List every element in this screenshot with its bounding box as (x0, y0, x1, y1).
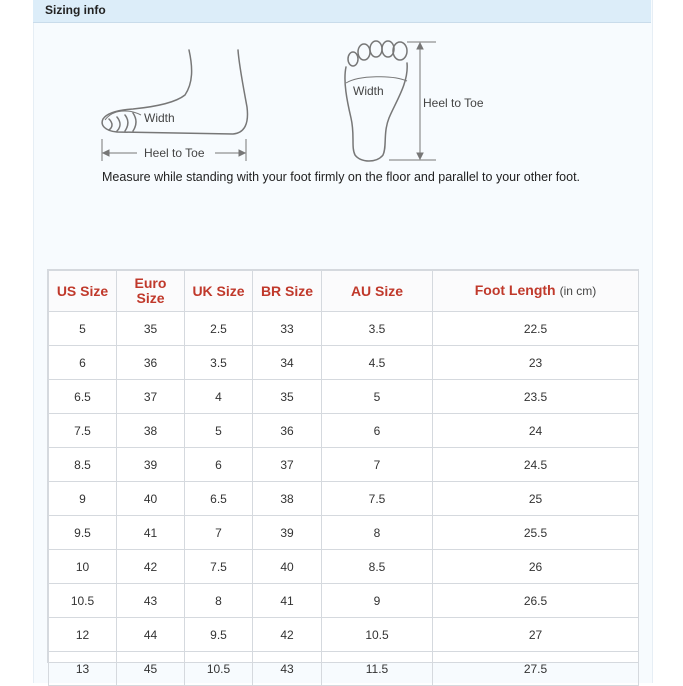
cell-br: 39 (253, 516, 322, 550)
cell-au: 7.5 (322, 482, 433, 516)
cell-euro: 39 (117, 448, 185, 482)
cell-au: 5 (322, 380, 433, 414)
cell-uk: 5 (185, 414, 253, 448)
cell-au: 3.5 (322, 312, 433, 346)
cell-au: 10.5 (322, 618, 433, 652)
table-row (49, 618, 639, 652)
header-euro-line1: Euro (134, 275, 167, 291)
cell-uk: 10.5 (185, 652, 253, 686)
cell-uk: 4 (185, 380, 253, 414)
measure-instruction: Measure while standing with your foot firmly on the floor and parallel to your other foot. (102, 170, 581, 184)
cell-us: 13 (49, 652, 117, 686)
side-length-label: Heel to Toe (144, 146, 205, 160)
cell-euro: 43 (117, 584, 185, 618)
cell-euro: 38 (117, 414, 185, 448)
header-br-size: BR Size (253, 271, 322, 312)
cell-euro: 36 (117, 346, 185, 380)
cell-us: 5 (49, 312, 117, 346)
table-header-row (49, 271, 639, 312)
cell-us: 12 (49, 618, 117, 652)
header-uk-size: UK Size (185, 271, 253, 312)
cell-foot-length: 24.5 (433, 448, 639, 482)
cell-br: 43 (253, 652, 322, 686)
table-row (49, 550, 639, 584)
side-foot-drawing (102, 50, 247, 134)
cell-foot-length: 26 (433, 550, 639, 584)
cell-foot-length: 27 (433, 618, 639, 652)
cell-br: 42 (253, 618, 322, 652)
cell-euro: 35 (117, 312, 185, 346)
table-body (49, 312, 639, 686)
cell-br: 37 (253, 448, 322, 482)
cell-uk: 8 (185, 584, 253, 618)
cell-us: 10 (49, 550, 117, 584)
cell-us: 10.5 (49, 584, 117, 618)
cell-au: 8.5 (322, 550, 433, 584)
cell-au: 7 (322, 448, 433, 482)
table-row (49, 380, 639, 414)
table-row (49, 516, 639, 550)
cell-au: 11.5 (322, 652, 433, 686)
cell-uk: 6 (185, 448, 253, 482)
sole-length-label: Heel to Toe (423, 96, 484, 110)
cell-uk: 2.5 (185, 312, 253, 346)
size-table (48, 270, 639, 686)
cell-foot-length: 26.5 (433, 584, 639, 618)
cell-foot-length: 23.5 (433, 380, 639, 414)
table-row (49, 312, 639, 346)
cell-foot-length: 27.5 (433, 652, 639, 686)
cell-foot-length: 25.5 (433, 516, 639, 550)
foot-measurement-diagram (33, 23, 651, 263)
table-row (49, 448, 639, 482)
cell-euro: 40 (117, 482, 185, 516)
cell-uk: 6.5 (185, 482, 253, 516)
cell-euro: 44 (117, 618, 185, 652)
table-row (49, 652, 639, 686)
cell-euro: 45 (117, 652, 185, 686)
sole-width-label: Width (353, 84, 384, 98)
cell-br: 40 (253, 550, 322, 584)
header-foot-length (433, 271, 639, 312)
table-row (49, 414, 639, 448)
cell-br: 41 (253, 584, 322, 618)
header-euro-size (117, 271, 185, 312)
cell-euro: 42 (117, 550, 185, 584)
table-row (49, 482, 639, 516)
cell-uk: 3.5 (185, 346, 253, 380)
side-width-label: Width (144, 111, 175, 125)
cell-br: 34 (253, 346, 322, 380)
cell-us: 7.5 (49, 414, 117, 448)
cell-euro: 41 (117, 516, 185, 550)
table-row (49, 584, 639, 618)
sole-foot-drawing (345, 41, 407, 161)
header-au-size: AU Size (322, 271, 433, 312)
section-title: Sizing info (45, 3, 106, 17)
cell-foot-length: 24 (433, 414, 639, 448)
section-header (33, 0, 651, 23)
cell-br: 33 (253, 312, 322, 346)
cell-us: 9.5 (49, 516, 117, 550)
sole-width-marker (346, 77, 407, 83)
cell-au: 6 (322, 414, 433, 448)
cell-au: 4.5 (322, 346, 433, 380)
cell-br: 36 (253, 414, 322, 448)
header-foot-length-label: Foot Length (474, 282, 556, 298)
cell-foot-length: 23 (433, 346, 639, 380)
cell-au: 8 (322, 516, 433, 550)
cell-uk: 7 (185, 516, 253, 550)
size-chart (47, 269, 639, 676)
cell-euro: 37 (117, 380, 185, 414)
cell-us: 9 (49, 482, 117, 516)
cell-br: 35 (253, 380, 322, 414)
cell-us: 8.5 (49, 448, 117, 482)
cell-foot-length: 22.5 (433, 312, 639, 346)
header-euro-line2: Size (136, 290, 165, 306)
cell-au: 9 (322, 584, 433, 618)
cell-foot-length: 25 (433, 482, 639, 516)
cell-us: 6 (49, 346, 117, 380)
cell-br: 38 (253, 482, 322, 516)
cell-us: 6.5 (49, 380, 117, 414)
cell-uk: 7.5 (185, 550, 253, 584)
cell-uk: 9.5 (185, 618, 253, 652)
header-us-size: US Size (49, 271, 117, 312)
table-row (49, 346, 639, 380)
header-foot-length-unit: (in cm) (559, 284, 597, 298)
